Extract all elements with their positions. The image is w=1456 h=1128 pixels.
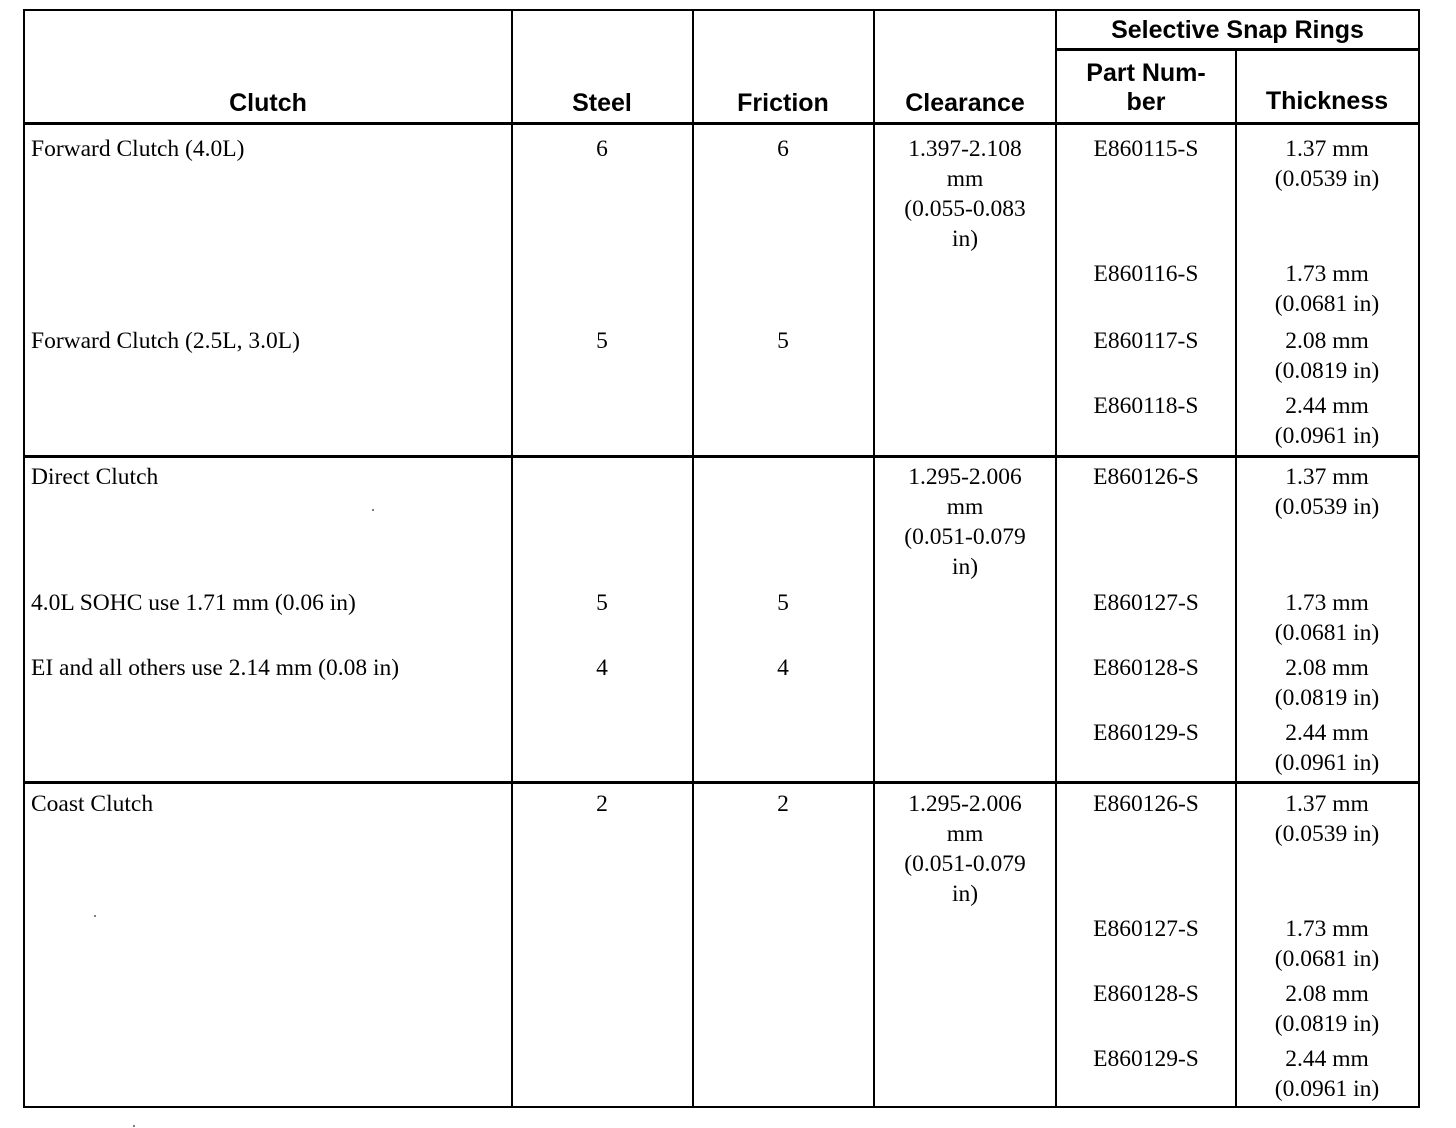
header-clearance: Clearance [905,89,1025,117]
header-steel: Steel [572,89,632,117]
thickness-value [1237,462,1417,522]
thickness-value [1237,259,1417,319]
part-number: E860129-S [1093,720,1199,746]
clearance-line: mm [946,166,984,192]
thickness-mm: 1.37 mm [1285,464,1369,490]
part-number: E860126-S [1093,791,1199,817]
thickness-in: (0.0539 in) [1274,494,1380,520]
thickness-mm: 1.37 mm [1285,136,1369,162]
thickness-in: (0.0961 in) [1274,750,1380,776]
col-divider [1055,11,1057,1106]
steel-count: 5 [596,590,608,616]
clutch-label: 4.0L SOHC use 1.71 mm (0.06 in) [31,590,356,616]
clearance-line: (0.051-0.079 [904,851,1026,877]
thickness-mm: 2.08 mm [1285,655,1369,681]
steel-count: 4 [596,655,608,681]
thickness-mm: 1.73 mm [1285,261,1369,287]
header-part-number [1058,59,1234,117]
thickness-in: (0.0539 in) [1274,821,1380,847]
part-number: E860126-S [1093,464,1199,490]
scan-speck [94,915,96,917]
friction-count: 4 [777,655,789,681]
clearance-value [876,134,1054,254]
thickness-value [1237,588,1417,648]
col-divider [511,11,513,1106]
header-part-number-line2: ber [1126,88,1166,116]
thickness-in: (0.0961 in) [1274,423,1380,449]
thickness-value [1237,1044,1417,1104]
clearance-line: in) [951,226,979,252]
clutch-label: Direct Clutch [31,464,159,490]
friction-count: 6 [777,136,789,162]
part-number: E860129-S [1093,1046,1199,1072]
clearance-line: 1.295-2.006 [908,464,1022,490]
thickness-in: (0.0539 in) [1274,166,1380,192]
thickness-mm: 2.08 mm [1285,328,1369,354]
friction-count: 5 [777,590,789,616]
thickness-value [1237,789,1417,849]
thickness-in: (0.0819 in) [1274,1011,1380,1037]
part-number: E860115-S [1093,136,1199,162]
thickness-mm: 2.08 mm [1285,981,1369,1007]
header-thickness: Thickness [1265,87,1389,115]
thickness-value [1237,391,1417,451]
section-rule [25,455,1418,458]
thickness-value [1237,914,1417,974]
thickness-value [1237,326,1417,386]
clearance-line: in) [951,881,979,907]
thickness-in: (0.0681 in) [1274,620,1380,646]
clearance-line: mm [946,494,984,520]
col-divider [692,11,694,1106]
clearance-value [876,462,1054,582]
clearance-line: (0.055-0.083 [904,196,1026,222]
thickness-mm: 1.73 mm [1285,916,1369,942]
thickness-mm: 2.44 mm [1285,393,1369,419]
friction-count: 2 [777,791,789,817]
steel-count: 6 [596,136,608,162]
thickness-in: (0.0819 in) [1274,685,1380,711]
clearance-line: in) [951,554,979,580]
clearance-line: 1.397-2.108 [908,136,1022,162]
thickness-in: (0.0819 in) [1274,358,1380,384]
part-number: E860128-S [1093,981,1199,1007]
clearance-line: 1.295-2.006 [908,791,1022,817]
clutch-label: Forward Clutch (2.5L, 3.0L) [31,328,300,354]
thickness-value [1237,653,1417,713]
clearance-line: mm [946,821,984,847]
thickness-in: (0.0681 in) [1274,291,1380,317]
header-part-number-line1: Part Num- [1086,59,1206,87]
friction-count: 5 [777,328,789,354]
clutch-label: Forward Clutch (4.0L) [31,136,245,162]
header-friction: Friction [737,89,829,117]
thickness-value [1237,718,1417,778]
clearance-value [876,789,1054,909]
header-clutch: Clutch [229,89,307,117]
scan-speck [372,509,374,511]
section-rule [25,781,1418,784]
thickness-mm: 1.37 mm [1285,791,1369,817]
part-number: E860128-S [1093,655,1199,681]
part-number: E860127-S [1093,916,1199,942]
thickness-mm: 2.44 mm [1285,720,1369,746]
scan-speck [133,1125,135,1127]
part-number: E860117-S [1093,328,1199,354]
steel-count: 5 [596,328,608,354]
clearance-line: (0.051-0.079 [904,524,1026,550]
group-header-rule [1055,48,1418,51]
col-divider [873,11,875,1106]
thickness-in: (0.0681 in) [1274,946,1380,972]
clutch-label: EI and all others use 2.14 mm (0.08 in) [31,655,400,681]
thickness-mm: 1.73 mm [1285,590,1369,616]
clutch-label: Coast Clutch [31,791,154,817]
part-number: E860116-S [1093,261,1199,287]
thickness-value [1237,979,1417,1039]
header-selective-snap-rings: Selective Snap Rings [1111,16,1364,44]
thickness-mm: 2.44 mm [1285,1046,1369,1072]
part-number: E860127-S [1093,590,1199,616]
header-rule [25,122,1418,125]
thickness-value [1237,134,1417,194]
steel-count: 2 [596,791,608,817]
thickness-in: (0.0961 in) [1274,1076,1380,1102]
part-number: E860118-S [1093,393,1199,419]
